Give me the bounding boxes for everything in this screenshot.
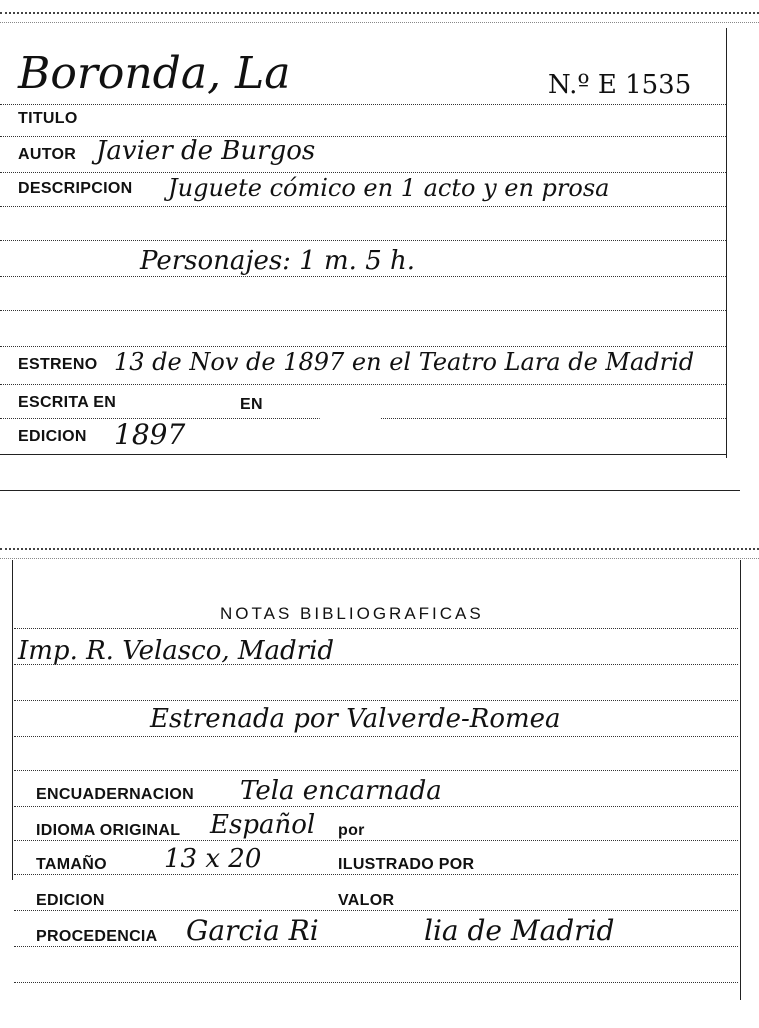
encuadernacion-value: Tela encarnada <box>240 776 442 806</box>
catalog-number: N.º E 1535 <box>548 70 692 100</box>
catalog-card-back <box>0 540 759 1020</box>
tamano-label: TAMAÑO <box>36 856 107 873</box>
paper-blot <box>318 392 382 432</box>
descripcion-value: Juguete cómico en 1 acto y en prosa <box>168 174 610 202</box>
card-top-edge <box>0 548 759 559</box>
en-label: EN <box>240 396 263 413</box>
encuadernacion-label: ENCUADERNACION <box>36 786 194 803</box>
estreno-label: ESTRENO <box>18 356 98 373</box>
note-line-1: Imp. R. Velasco, Madrid <box>18 636 335 666</box>
catalog-card-front <box>0 0 759 500</box>
tamano-value: 13 x 20 <box>164 844 262 874</box>
notas-heading: NOTAS BIBLIOGRAFICAS <box>220 604 484 623</box>
ilustrado-label: ILUSTRADO POR <box>338 856 475 873</box>
card-right-border <box>740 560 741 1000</box>
valor-label: VALOR <box>338 892 395 909</box>
escrita-en-label: ESCRITA EN <box>18 394 117 411</box>
card-top-edge <box>0 12 759 23</box>
titulo-label: TITULO <box>18 110 78 127</box>
idioma-label: IDIOMA ORIGINAL <box>36 822 181 839</box>
card-right-border <box>726 28 727 458</box>
autor-label: AUTOR <box>18 146 77 163</box>
autor-value: Javier de Burgos <box>96 136 316 166</box>
procedencia-value-a: Garcia Ri <box>186 914 319 947</box>
descripcion-label: DESCRIPCION <box>18 180 133 197</box>
estreno-value: 13 de Nov de 1897 en el Teatro Lara de Madrid <box>114 348 695 376</box>
card-left-border <box>12 560 13 880</box>
procedencia-value-b: lia de Madrid <box>424 914 615 947</box>
idioma-value: Español <box>210 810 316 840</box>
card-title: Boronda, La <box>18 48 291 99</box>
note-line-2: Estrenada por Valverde-Romea <box>150 704 561 734</box>
por-label: por <box>338 822 365 839</box>
edicion-label-back: EDICION <box>36 892 105 909</box>
personajes-value: Personajes: 1 m. 5 h. <box>140 246 416 276</box>
procedencia-label: PROCEDENCIA <box>36 928 158 945</box>
edicion-label: EDICION <box>18 428 87 445</box>
edicion-value: 1897 <box>114 418 186 451</box>
